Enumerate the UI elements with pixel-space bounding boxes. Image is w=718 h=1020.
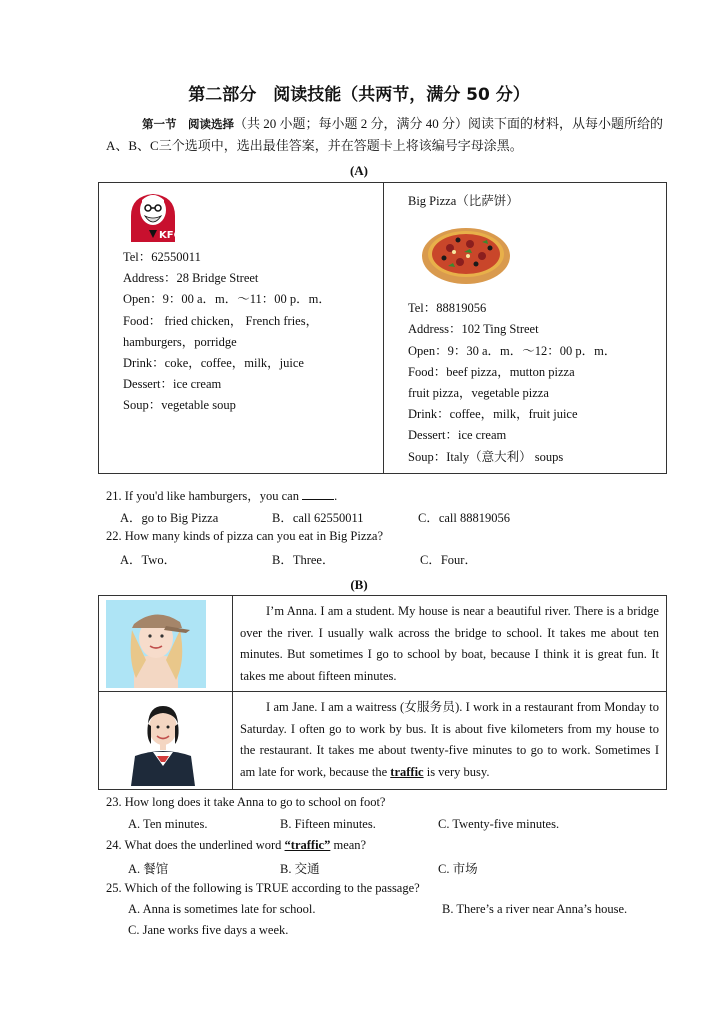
underlined-word: “traffic” — [284, 838, 331, 852]
pizza-drink: Drink：coffee，milk，fruit juice — [408, 407, 578, 422]
section-label: 第一节 阅读选择 — [142, 117, 234, 131]
part-a-label: (A) — [349, 163, 369, 178]
kfc-logo — [125, 186, 181, 242]
anna-passage-cell — [233, 596, 667, 692]
question-25: 25. Which of the following is TRUE according to the passage? — [106, 881, 420, 895]
pizza-food: Food：beef pizza，mutton pizza — [408, 364, 575, 379]
kfc-open: Open：9：00 a．m．～11：00 p．m． — [123, 292, 331, 307]
q24-option-b: B. 交通 — [280, 862, 320, 876]
kfc-drink: Drink：coke，coffee，milk，juice — [123, 356, 304, 371]
pizza-address: Address：102 Ting Street — [408, 322, 539, 337]
ads-table — [98, 182, 667, 474]
part-b-label: (B) — [350, 577, 368, 592]
svg-text:KFC: KFC — [159, 230, 181, 241]
section-title: 第二部分 阅读技能（共两节，满分 50 分） — [188, 85, 530, 105]
q25-option-c: C. Jane works five days a week. — [128, 923, 289, 937]
q21-option-b: B．call 62550011 — [272, 511, 364, 525]
kfc-address: Address：28 Bridge Street — [123, 271, 259, 286]
jane-photo — [113, 694, 213, 786]
q21-option-a: A．go to Big Pizza — [120, 511, 219, 525]
pizza-ad — [384, 183, 667, 474]
pizza-open: Open：9：30 a．m．～12：00 p．m． — [408, 343, 617, 358]
pizza-dessert: Dessert：ice cream — [408, 428, 507, 443]
kfc-dessert: Dessert：ice cream — [123, 377, 222, 392]
instructions — [106, 113, 666, 157]
anna-photo-cell — [99, 596, 233, 692]
kfc-food-cont: hamburgers，porridge — [123, 334, 237, 349]
pizza-tel: Tel：88819056 — [408, 301, 487, 316]
pizza-name: Big Pizza（比萨饼） — [408, 194, 519, 208]
q23-option-a: A. Ten minutes. — [128, 817, 208, 831]
traffic-word: traffic — [390, 764, 424, 779]
kfc-ad — [99, 183, 384, 474]
pizza-soup: Soup：Italy（意大利） soups — [408, 449, 564, 464]
jane-passage-cell — [233, 692, 667, 790]
passages-table — [98, 595, 667, 790]
anna-passage: I’m Anna. I am a student. My house is near a beautiful river. There is a bridge over the river. I usually walk across the bridge to school. It takes me about ten minutes. But sometimes I go to school by boat, because I think it is great fun. It takes me about fifteen minutes. — [240, 604, 659, 683]
instructions-text: （共 20 小题；每小题 2 分，满分 40 分）阅读下面的材料，从每小题所给的A、B、C三个选项中，选出最佳答案，并在答题卡上将该编号字母涂黑。 — [106, 116, 664, 153]
q23-option-b: B. Fifteen minutes. — [280, 817, 376, 831]
pizza-food-cont: fruit pizza，vegetable pizza — [408, 386, 549, 401]
question-22: 22. How many kinds of pizza can you eat in Big Pizza? — [106, 529, 384, 543]
question-21: 21. If you'd like hamburgers，you can . — [106, 489, 338, 503]
question-23: 23. How long does it take Anna to go to school on foot? — [106, 795, 386, 809]
kfc-food: Food： fried chicken， French fries， — [123, 313, 319, 328]
pizza-image — [420, 218, 512, 288]
answer-blank — [302, 489, 334, 500]
q25-option-b: B. There’s a river near Anna’s house. — [442, 902, 628, 916]
q22-option-b: B．Three． — [272, 553, 335, 567]
jane-passage: I am Jane. I am a waitress (女服务员). I work in a restaurant from Monday to Saturday. I often go to work by bus. It is about five kilometers from my house to the restaurant. It takes me about twenty-five minutes to go to work. Sometimes I am late for work, because the traffic is very busy. — [240, 700, 659, 779]
jane-photo-cell — [99, 692, 233, 790]
q24-option-a: A. 餐馆 — [128, 862, 169, 876]
q22-option-a: A．Two． — [120, 553, 177, 567]
q24-option-c: C. 市场 — [438, 862, 478, 876]
q23-option-c: C. Twenty-five minutes. — [438, 817, 560, 831]
q25-option-a: A. Anna is sometimes late for school. — [128, 902, 316, 916]
q22-option-c: C．Four． — [420, 553, 477, 567]
kfc-tel: Tel：62550011 — [123, 250, 201, 264]
anna-photo — [106, 600, 206, 688]
question-24: 24. What does the underlined word “traffic” mean? — [106, 838, 367, 852]
q21-option-c: C．call 88819056 — [418, 511, 511, 525]
kfc-soup: Soup：vegetable soup — [123, 398, 236, 413]
